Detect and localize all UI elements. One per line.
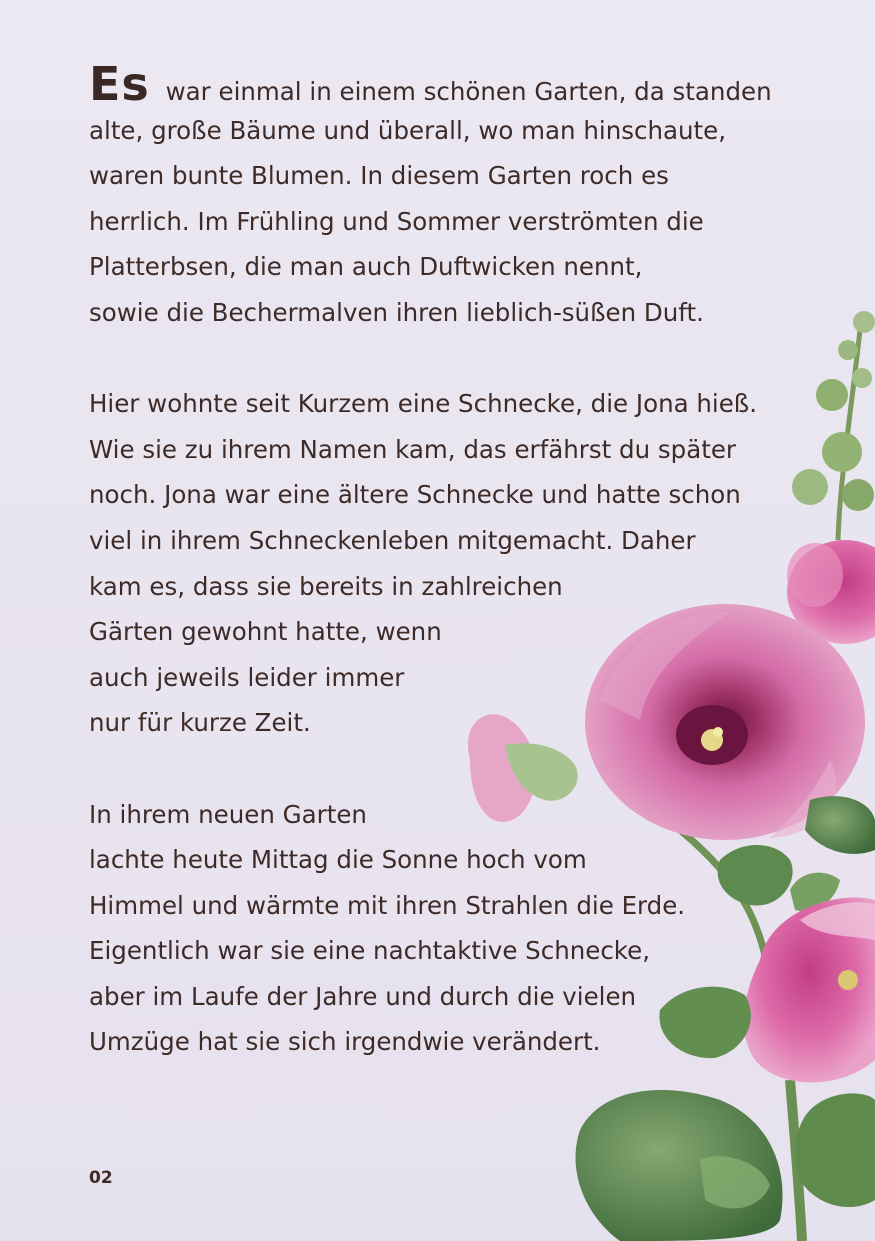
bud	[842, 479, 874, 511]
text-line: noch. Jona war eine ältere Schnecke und hatte schon	[89, 480, 741, 510]
text-line: lachte heute Mittag die Sonne hoch vom	[89, 845, 587, 875]
text-line: Umzüge hat sie sich irgendwie verändert.	[89, 1027, 601, 1057]
page-number: 02	[89, 1168, 113, 1188]
bud	[838, 340, 858, 360]
text-line: herrlich. Im Frühling und Sommer verströmten die	[89, 206, 704, 236]
text-line: nur für kurze Zeit.	[89, 708, 311, 738]
text-line: viel in ihrem Schneckenleben mitgemacht. Daher	[89, 525, 696, 555]
text-line: auch jeweils leider immer	[89, 662, 405, 692]
text-line: Himmel und wärmte mit ihren Strahlen die Erde.	[89, 890, 686, 920]
text-line: alte, große Bäume und überall, wo man hinschaute,	[89, 115, 726, 145]
text-line: In ihrem neuen Garten	[89, 799, 367, 829]
bud	[852, 368, 872, 388]
leaf	[796, 1093, 875, 1207]
bud	[816, 379, 848, 411]
text-line: Es war einmal in einem schönen Garten, da standen	[89, 57, 772, 111]
text-line: waren bunte Blumen. In diesem Garten roch es	[89, 161, 669, 191]
text-line: Gärten gewohnt hatte, wenn	[89, 617, 442, 647]
text-line: Wie sie zu ihrem Namen kam, das erfährst du später	[89, 434, 736, 464]
drop-cap: Es	[89, 57, 150, 111]
text-line: aber im Laufe der Jahre und durch die vielen	[89, 981, 637, 1011]
text-line: sowie die Bechermalven ihren lieblich-süßen Duft.	[89, 297, 704, 327]
text-line: Hier wohnte seit Kurzem eine Schnecke, die Jona hieß.	[89, 389, 758, 419]
leaf	[805, 796, 875, 854]
text-line: Platterbsen, die man auch Duftwicken nennt,	[89, 252, 643, 282]
text-line: kam es, dass sie bereits in zahlreichen	[89, 571, 563, 601]
story-text	[89, 57, 789, 1065]
text-line: Eigentlich war sie eine nachtaktive Schnecke,	[89, 936, 650, 966]
bud	[792, 469, 828, 505]
bud	[822, 432, 862, 472]
bud	[853, 311, 875, 333]
